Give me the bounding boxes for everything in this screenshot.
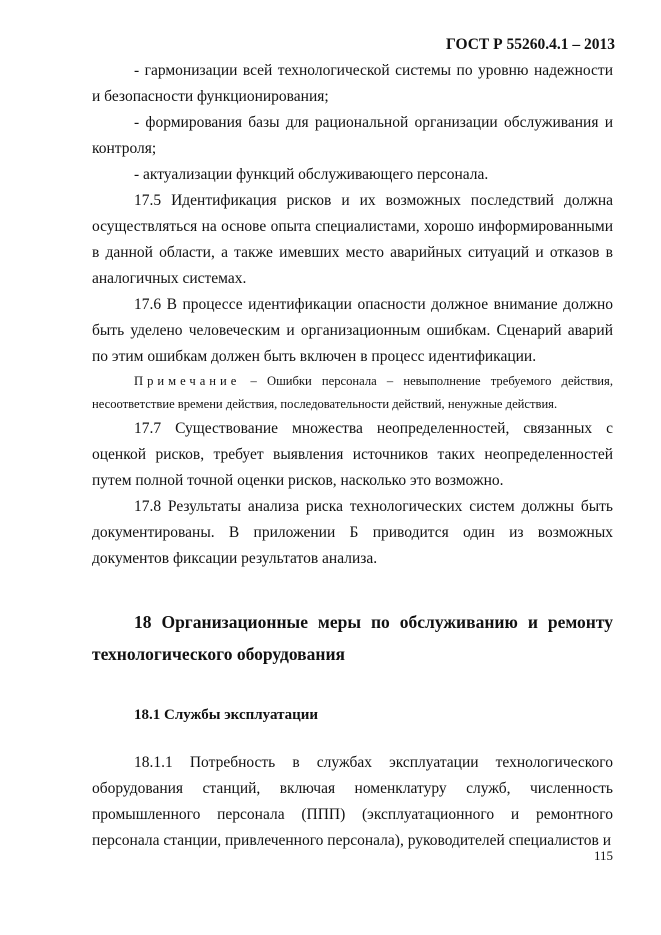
note (92, 370, 613, 416)
page-number: 115 (593, 848, 613, 863)
page-body (92, 58, 613, 854)
paragraph-list-item-1: - гармонизации всей технологической системы по уровню надежности и безопасности функционирования; (92, 62, 613, 105)
subsection-heading: 18.1 Службы эксплуатации (134, 707, 319, 723)
paragraph-17-8: 17.8 Результаты анализа риска технологических систем должны быть документированы. В приложении Б приводится один из возможных документов фиксации результатов анализа. (92, 498, 613, 567)
note-label: Примечание (134, 374, 241, 388)
paragraph-list-item-2: - формирования базы для рациональной организации обслуживания и контроля; (92, 114, 613, 157)
paragraph-17-5: 17.5 Идентификация рисков и их возможных последствий должна осуществляться на основе опыта специалистами, хорошо информированными в данной области, а также имевших место аварийных ситуаций и отказов в аналогичных системах. (92, 192, 613, 287)
document-header: ГОСТ Р 55260.4.1 – 2013 (446, 36, 615, 53)
paragraph-18-1-1: 18.1.1 Потребность в службах эксплуатации технологического оборудования станций, включая номенклатуру служб, численность промышленного персонала (ППП) (эксплуатационного и ремонтного персонала станции, привлеченного персонала), руководителей специалистов и (92, 754, 613, 849)
paragraph-list-item-3: - актуализации функций обслуживающего персонала. (134, 166, 489, 183)
section-heading: 18 Организационные меры по обслуживанию и ремонту технологического оборудования (92, 612, 613, 664)
note-text: – Ошибки персонала – невыполнение требуемого действия, несоответствие времени действия, последовательности действий, ненужные действия. (92, 374, 613, 411)
paragraph-17-6: 17.6 В процессе идентификации опасности должное внимание должно быть уделено человеческим и организационным ошибкам. Сценарий аварий по этим ошибкам должен быть включен в процесс идентификации. (92, 296, 613, 365)
paragraph-17-7: 17.7 Существование множества неопределенностей, связанных с оценкой рисков, требует выявления источников таких неопределенностей путем полной точной оценки рисков, насколько это возможно. (92, 420, 613, 489)
